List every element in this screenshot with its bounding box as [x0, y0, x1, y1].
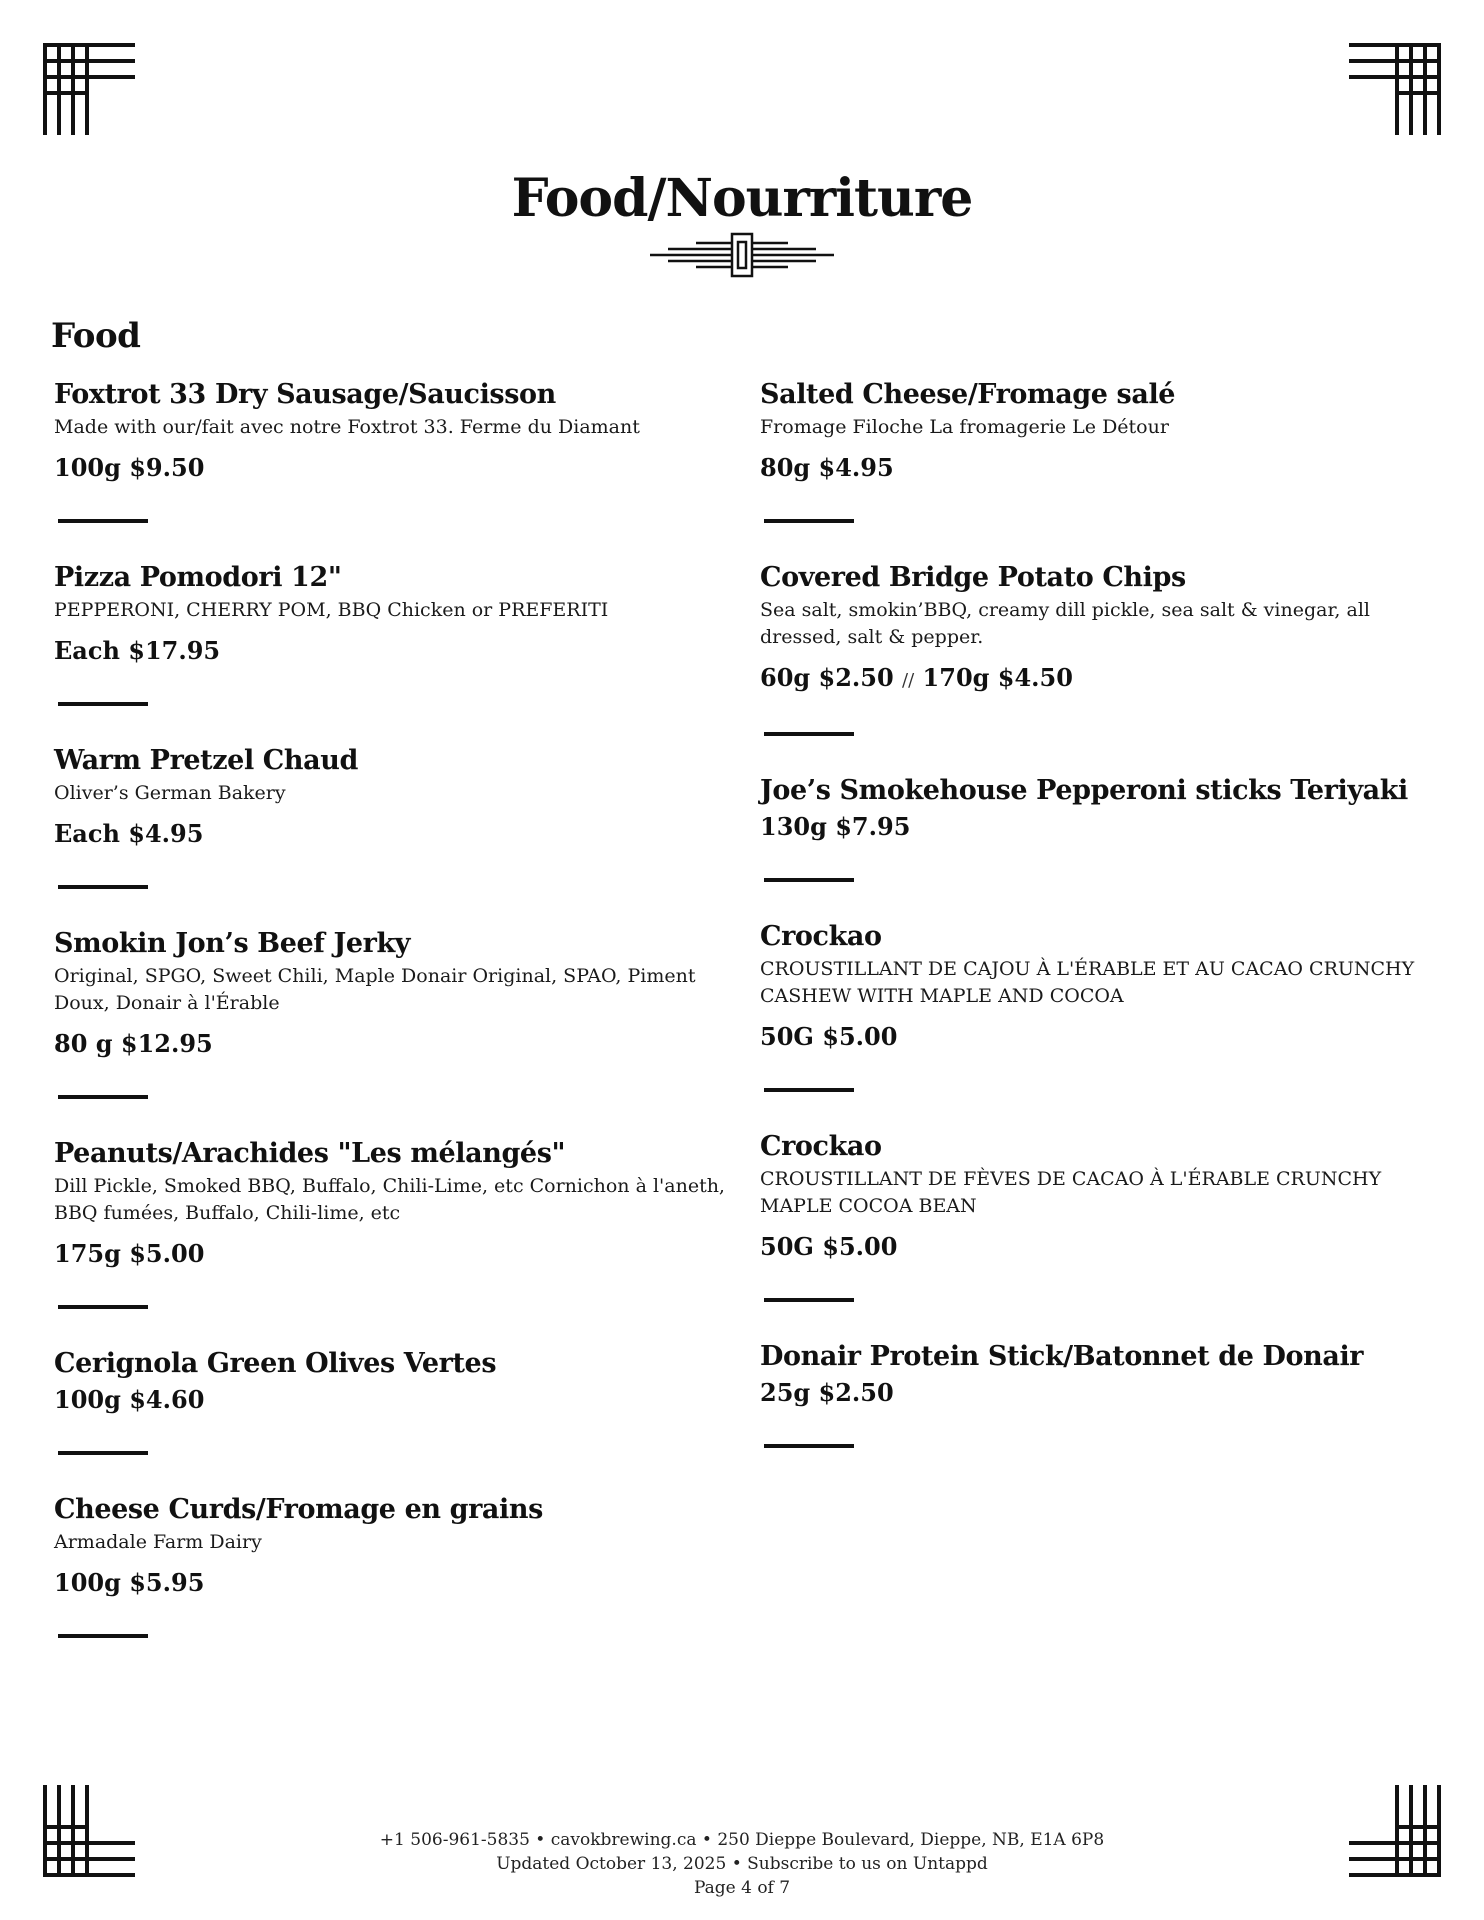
menu-item — [760, 561, 1440, 736]
menu-item — [54, 561, 734, 706]
page-footer — [0, 1828, 1484, 1900]
item-price: 25g $2.50 — [760, 1378, 894, 1407]
item-divider — [764, 732, 854, 736]
item-divider — [58, 885, 148, 889]
item-name: Peanuts/Arachides "Les mélangés" — [54, 1138, 566, 1169]
page-title: Food/Nourriture — [511, 168, 973, 229]
menu-item — [54, 1137, 734, 1309]
item-price: Each $17.95 — [54, 636, 221, 665]
menu-item — [54, 378, 734, 523]
item-name: Cerignola Green Olives Vertes — [54, 1348, 497, 1379]
menu-item — [54, 1347, 734, 1455]
item-price: 130g $7.95 — [760, 812, 911, 841]
corner-ornament-top-right-icon — [1349, 43, 1441, 135]
item-divider — [58, 1634, 148, 1638]
item-name: Cheese Curds/Fromage en grains — [54, 1494, 543, 1525]
item-divider — [58, 702, 148, 706]
item-name: Salted Cheese/Fromage salé — [760, 379, 1176, 410]
page-number: Page 4 of 7 — [693, 1878, 791, 1898]
item-description: Oliver’s German Bakery — [54, 782, 286, 804]
menu-column-left — [54, 378, 734, 1676]
item-price: Each $4.95 — [54, 819, 204, 848]
item-divider — [764, 519, 854, 523]
item-name: Pizza Pomodori 12" — [54, 562, 342, 593]
item-divider — [58, 519, 148, 523]
menu-item — [54, 927, 734, 1099]
item-name: Donair Protein Stick/Batonnet de Donair — [760, 1341, 1364, 1372]
item-description: Armadale Farm Dairy — [54, 1531, 262, 1553]
price-separator: // — [902, 670, 915, 691]
menu-item — [760, 920, 1440, 1092]
menu-column-right — [760, 378, 1440, 1486]
item-name: Smokin Jon’s Beef Jerky — [54, 928, 411, 959]
menu-item — [54, 1493, 734, 1638]
item-price: 100g $4.60 — [54, 1385, 205, 1414]
item-description: Original, SPGO, Sweet Chili, Maple Donair Original, SPAO, Piment Doux, Donair à l'Érable — [54, 965, 696, 1014]
item-name: Crockao — [760, 1131, 882, 1162]
menu-item — [760, 774, 1440, 882]
item-name: Covered Bridge Potato Chips — [760, 562, 1186, 593]
item-price: 50G $5.00 — [760, 1022, 898, 1051]
item-divider — [58, 1305, 148, 1309]
item-description: Dill Pickle, Smoked BBQ, Buffalo, Chili-Lime, etc Cornichon à l'aneth, BBQ fumées, Buffalo, Chili-lime, etc — [54, 1175, 725, 1224]
item-price-large: 170g $4.50 — [922, 663, 1073, 692]
item-price: 100g $9.50 — [54, 453, 205, 482]
item-divider — [58, 1095, 148, 1099]
item-price: 80g $4.95 — [760, 453, 894, 482]
menu-item — [760, 378, 1440, 523]
item-price: 50G $5.00 — [760, 1232, 898, 1261]
item-price-small: 60g $2.50 — [760, 663, 894, 692]
footer-updated-line: Updated October 13, 2025 • Subscribe to us on Untappd — [496, 1854, 988, 1874]
item-description: Sea salt, smokin’BBQ, creamy dill pickle, sea salt & vinegar, all dressed, salt & pepper. — [760, 599, 1370, 648]
menu-item — [760, 1340, 1440, 1448]
item-divider — [764, 1088, 854, 1092]
item-price: 80 g $12.95 — [54, 1029, 213, 1058]
item-description: CROUSTILLANT DE FÈVES DE CACAO À L'ÉRABLE CRUNCHY MAPLE COCOA BEAN — [760, 1168, 1382, 1217]
menu-item — [54, 744, 734, 889]
corner-ornament-top-left-icon — [43, 43, 135, 135]
item-description: Fromage Filoche La fromagerie Le Détour — [760, 416, 1169, 438]
item-divider — [764, 1444, 854, 1448]
item-divider — [58, 1451, 148, 1455]
item-price — [760, 663, 1440, 696]
item-description: PEPPERONI, CHERRY POM, BBQ Chicken or PREFERITI — [54, 599, 609, 621]
item-name: Foxtrot 33 Dry Sausage/Saucisson — [54, 379, 556, 410]
art-deco-divider-ornament-icon — [650, 230, 834, 280]
section-heading-food: Food — [51, 316, 141, 356]
item-name: Joe’s Smokehouse Pepperoni sticks Teriyaki — [760, 775, 1408, 806]
menu-item — [760, 1130, 1440, 1302]
item-name: Warm Pretzel Chaud — [54, 745, 358, 776]
item-divider — [764, 1298, 854, 1302]
item-description: Made with our/fait avec notre Foxtrot 33. Ferme du Diamant — [54, 416, 640, 438]
item-price: 100g $5.95 — [54, 1568, 205, 1597]
item-description: CROUSTILLANT DE CAJOU À L'ÉRABLE ET AU CACAO CRUNCHY CASHEW WITH MAPLE AND COCOA — [760, 958, 1415, 1007]
footer-contact-line: +1 506-961-5835 • cavokbrewing.ca • 250 Dieppe Boulevard, Dieppe, NB, E1A 6P8 — [379, 1830, 1105, 1850]
item-divider — [764, 878, 854, 882]
item-price: 175g $5.00 — [54, 1239, 205, 1268]
item-name: Crockao — [760, 921, 882, 952]
